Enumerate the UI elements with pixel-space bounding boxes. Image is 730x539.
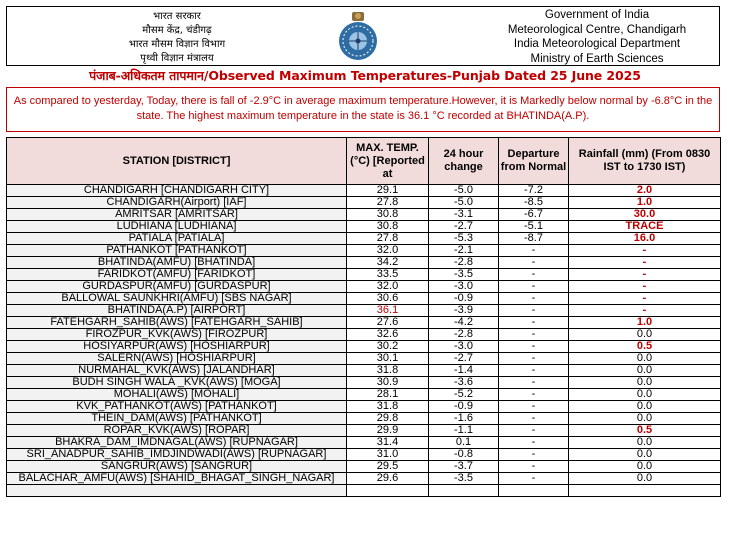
departure-cell: - [499, 353, 569, 365]
rainfall-cell: - [569, 257, 721, 269]
max-temp-cell: 34.2 [347, 257, 429, 269]
max-temp-cell: 29.9 [347, 425, 429, 437]
departure-cell: - [499, 257, 569, 269]
departure-cell [499, 485, 569, 497]
station-cell: BALLOWAL SAUNKHRI(AMFU) [SBS NAGAR] [7, 293, 347, 305]
header-rainfall: Rainfall (mm) (From 0830 IST to 1730 IST) [569, 138, 721, 185]
rainfall-cell: 0.0 [569, 473, 721, 485]
station-cell: LUDHIANA [LUDHIANA] [7, 221, 347, 233]
imd-emblem-icon [335, 11, 381, 63]
departure-cell: - [499, 269, 569, 281]
change-cell: -3.0 [429, 341, 499, 353]
change-cell: -2.8 [429, 329, 499, 341]
max-temp-cell: 30.9 [347, 377, 429, 389]
max-temp-cell: 31.0 [347, 449, 429, 461]
change-cell: -1.1 [429, 425, 499, 437]
english-letterhead [477, 8, 717, 66]
station-cell: CHANDIGARH(Airport) [IAF] [7, 197, 347, 209]
english-line-1: Government of India [544, 9, 650, 21]
departure-cell: - [499, 473, 569, 485]
departure-cell: -8.5 [499, 197, 569, 209]
change-cell [429, 485, 499, 497]
header-departure: Departure from Normal [499, 138, 569, 185]
station-cell: BHATINDA(A.P) [AIRPORT] [7, 305, 347, 317]
change-cell: -3.9 [429, 305, 499, 317]
rainfall-cell: 0.5 [569, 425, 721, 437]
english-line-4: Ministry of Earth Sciences [530, 52, 664, 65]
table-row [7, 437, 721, 449]
max-temp-cell: 30.8 [347, 209, 429, 221]
table-row [7, 353, 721, 365]
hindi-line-3: भारत मौसम विज्ञान विभाग [128, 39, 226, 50]
station-cell: BHAKRA_DAM_IMDNAGAL(AWS) [RUPNAGAR] [7, 437, 347, 449]
station-cell: THEIN_DAM(AWS) [PATHANKOT] [7, 413, 347, 425]
table-row [7, 401, 721, 413]
table-row [7, 461, 721, 473]
change-cell: -0.8 [429, 449, 499, 461]
max-temp-cell: 31.4 [347, 437, 429, 449]
station-cell: BUDH SINGH WALA _KVK(AWS) [MOGA] [7, 377, 347, 389]
change-cell: -0.9 [429, 401, 499, 413]
station-cell: FARIDKOT(AMFU) [FARIDKOT] [7, 269, 347, 281]
departure-cell: -6.7 [499, 209, 569, 221]
station-cell: SANGRUR(AWS) [SANGRUR] [7, 461, 347, 473]
max-temp-cell: 30.8 [347, 221, 429, 233]
table-row [7, 413, 721, 425]
departure-cell: - [499, 377, 569, 389]
departure-cell: -5.1 [499, 221, 569, 233]
rainfall-cell: 1.0 [569, 317, 721, 329]
rainfall-cell: 0.5 [569, 341, 721, 353]
departure-cell: - [499, 365, 569, 377]
station-cell: FIROZPUR_KVK(AWS) [FIROZPUR] [7, 329, 347, 341]
departure-cell: - [499, 461, 569, 473]
departure-cell: - [499, 449, 569, 461]
max-temp-cell: 27.8 [347, 233, 429, 245]
departure-cell: - [499, 389, 569, 401]
max-temp-cell: 30.2 [347, 341, 429, 353]
change-cell: -3.7 [429, 461, 499, 473]
rainfall-cell: 0.0 [569, 449, 721, 461]
station-cell: BALACHAR_AMFU(AWS) [SHAHID_BHAGAT_SINGH_NAGAR] [7, 473, 347, 485]
change-cell: -0.9 [429, 293, 499, 305]
max-temp-cell: 29.5 [347, 461, 429, 473]
change-cell: -3.6 [429, 377, 499, 389]
table-row [7, 233, 721, 245]
table-row [7, 449, 721, 461]
table-row [7, 485, 721, 497]
table-row [7, 305, 721, 317]
departure-cell: - [499, 437, 569, 449]
rainfall-cell: 0.0 [569, 413, 721, 425]
header-change: 24 hour change [429, 138, 499, 185]
departure-cell: -7.2 [499, 185, 569, 197]
station-cell: CHANDIGARH [CHANDIGARH CITY] [7, 185, 347, 197]
change-cell: -1.6 [429, 413, 499, 425]
change-cell: 0.1 [429, 437, 499, 449]
report-title: पंजाब-अधिकतम तापमान/Observed Maximum Temperatures-Punjab Dated 25 June 2025 [89, 68, 641, 83]
max-temp-cell: 30.1 [347, 353, 429, 365]
hindi-line-1: भारत सरकार [153, 11, 201, 22]
rainfall-cell: 0.0 [569, 365, 721, 377]
station-cell: MOHALI(AWS) [MOHALI] [7, 389, 347, 401]
max-temp-cell [347, 485, 429, 497]
table-row [7, 365, 721, 377]
table-row [7, 185, 721, 197]
table-row [7, 221, 721, 233]
rainfall-cell: 0.0 [569, 353, 721, 365]
change-cell: -3.5 [429, 473, 499, 485]
station-cell: GURDASPUR(AMFU) [GURDASPUR] [7, 281, 347, 293]
table-row [7, 197, 721, 209]
station-cell: AMRITSAR [AMRITSAR] [7, 209, 347, 221]
station-cell: PATHANKOT [PATHANKOT] [7, 245, 347, 257]
change-cell: -2.8 [429, 257, 499, 269]
table-row [7, 341, 721, 353]
max-temp-cell: 32.0 [347, 245, 429, 257]
station-cell [7, 485, 347, 497]
header-station: STATION [DISTRICT] [7, 138, 347, 185]
header-max-temp: MAX. TEMP.(°C) [Reported at [347, 138, 429, 185]
max-temp-cell: 29.8 [347, 413, 429, 425]
rainfall-cell: 0.0 [569, 389, 721, 401]
table-row [7, 389, 721, 401]
rainfall-cell: 0.0 [569, 377, 721, 389]
max-temp-cell: 29.1 [347, 185, 429, 197]
summary-box: As compared to yesterday, Today, there is fall of -2.9°C in average maximum temperature.However, it is Markedly below normal by -6.8°C in the state. The highest maximum temperature in the state is 36.1 °C recorded at BHATINDA(A.P). [6, 87, 720, 132]
max-temp-cell: 27.8 [347, 197, 429, 209]
rainfall-cell: TRACE [569, 221, 721, 233]
change-cell: -1.4 [429, 365, 499, 377]
table-row [7, 269, 721, 281]
hindi-line-4: पृथ्वी विज्ञान मंत्रालय [140, 53, 214, 64]
max-temp-cell: 31.8 [347, 365, 429, 377]
rainfall-cell: 0.0 [569, 461, 721, 473]
station-cell: FATEHGARH_SAHIB(AWS) [FATEHGARH_SAHIB] [7, 317, 347, 329]
max-temp-cell: 31.8 [347, 401, 429, 413]
station-cell: ROPAR_KVK(AWS) [ROPAR] [7, 425, 347, 437]
rainfall-cell: 1.0 [569, 197, 721, 209]
table-row [7, 473, 721, 485]
rainfall-cell: - [569, 281, 721, 293]
table-body [7, 185, 721, 497]
rainfall-cell: - [569, 245, 721, 257]
table-row [7, 245, 721, 257]
change-cell: -5.0 [429, 197, 499, 209]
departure-cell: - [499, 329, 569, 341]
table-row [7, 329, 721, 341]
rainfall-cell: - [569, 305, 721, 317]
english-line-3: India Meteorological Department [513, 38, 681, 50]
change-cell: -2.1 [429, 245, 499, 257]
table-row [7, 425, 721, 437]
station-cell: BHATINDA(AMFU) [BHATINDA] [7, 257, 347, 269]
max-temp-cell: 32.0 [347, 281, 429, 293]
change-cell: -4.2 [429, 317, 499, 329]
station-cell: PATIALA [PATIALA] [7, 233, 347, 245]
change-cell: -5.3 [429, 233, 499, 245]
hindi-letterhead [102, 10, 252, 66]
change-cell: -2.7 [429, 353, 499, 365]
departure-cell: - [499, 317, 569, 329]
table-row [7, 257, 721, 269]
departure-cell: - [499, 305, 569, 317]
hindi-line-2: मौसम केंद्र, चंडीगढ़ [142, 25, 212, 36]
change-cell: -3.5 [429, 269, 499, 281]
table-row [7, 317, 721, 329]
change-cell: -2.7 [429, 221, 499, 233]
departure-cell: - [499, 341, 569, 353]
station-cell: HOSIYARPUR(AWS) [HOSHIARPUR] [7, 341, 347, 353]
rainfall-cell: - [569, 269, 721, 281]
departure-cell: - [499, 293, 569, 305]
rainfall-cell [569, 485, 721, 497]
departure-cell: - [499, 245, 569, 257]
change-cell: -5.0 [429, 185, 499, 197]
rainfall-cell: - [569, 293, 721, 305]
max-temp-cell: 36.1 [347, 305, 429, 317]
departure-cell: - [499, 401, 569, 413]
rainfall-cell: 2.0 [569, 185, 721, 197]
departure-cell: - [499, 413, 569, 425]
max-temp-cell: 28.1 [347, 389, 429, 401]
max-temp-cell: 29.6 [347, 473, 429, 485]
temperature-table [6, 137, 721, 497]
english-line-2: Meteorological Centre, Chandigarh [507, 23, 687, 36]
departure-cell: - [499, 281, 569, 293]
table-row [7, 209, 721, 221]
table-row [7, 377, 721, 389]
departure-cell: -8.7 [499, 233, 569, 245]
change-cell: -3.0 [429, 281, 499, 293]
max-temp-cell: 27.6 [347, 317, 429, 329]
max-temp-cell: 30.6 [347, 293, 429, 305]
max-temp-cell: 33.5 [347, 269, 429, 281]
change-cell: -5.2 [429, 389, 499, 401]
rainfall-cell: 0.0 [569, 401, 721, 413]
table-row [7, 281, 721, 293]
letterhead [6, 6, 720, 66]
table-header-row [7, 138, 721, 185]
station-cell: SRI_ANADPUR_SAHIB_IMDJINDWADI(AWS) [RUPNAGAR] [7, 449, 347, 461]
rainfall-cell: 0.0 [569, 329, 721, 341]
station-cell: KVK_PATHANKOT(AWS) [PATHANKOT] [7, 401, 347, 413]
rainfall-cell: 0.0 [569, 437, 721, 449]
table-row [7, 293, 721, 305]
rainfall-cell: 30.0 [569, 209, 721, 221]
max-temp-cell: 32.6 [347, 329, 429, 341]
departure-cell: - [499, 425, 569, 437]
station-cell: SALERN(AWS) [HOSHIARPUR] [7, 353, 347, 365]
station-cell: NURMAHAL_KVK(AWS) [JALANDHAR] [7, 365, 347, 377]
change-cell: -3.1 [429, 209, 499, 221]
rainfall-cell: 16.0 [569, 233, 721, 245]
